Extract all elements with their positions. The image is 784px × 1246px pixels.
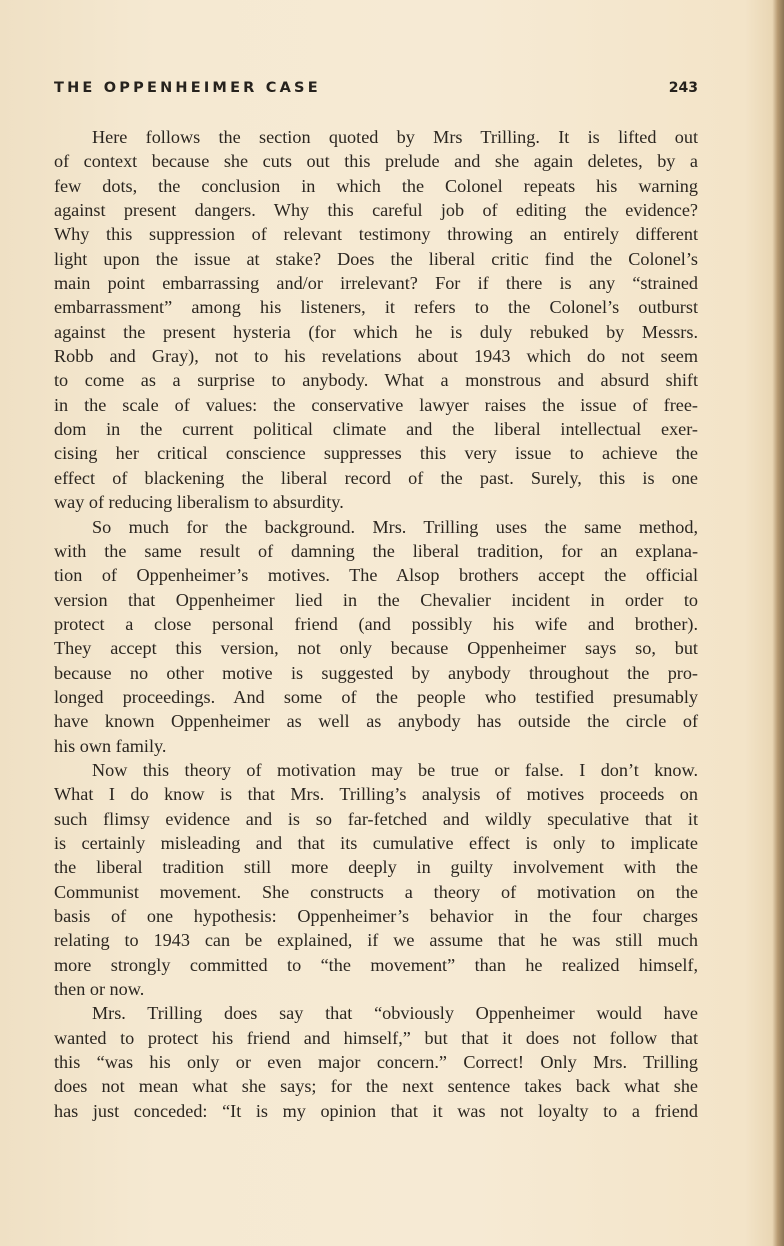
page-number: 243 xyxy=(668,80,698,96)
text-line: because no other motive is suggested by anybody throughout the pro- xyxy=(54,662,698,683)
text-line: his own family. xyxy=(54,735,167,756)
text-line: is certainly misleading and that its cumulative effect is only to implicate xyxy=(54,832,698,853)
text-line: does not mean what she says; for the next sentence takes back what she xyxy=(54,1076,698,1097)
text-line: way of reducing liberalism to absurdity. xyxy=(54,492,344,513)
text-line: have known Oppenheimer as well as anybody has outside the circle of xyxy=(54,711,698,732)
text-line: of context because she cuts out this prelude and she again deletes, by a xyxy=(54,151,698,172)
body-text xyxy=(54,125,698,1123)
text-line: few dots, the conclusion in which the Colonel repeats his warning xyxy=(54,175,698,196)
text-line: to come as a surprise to anybody. What a monstrous and absurd shift xyxy=(54,370,698,391)
text-line: relating to 1943 can be explained, if we assume that he was still much xyxy=(54,930,698,951)
text-line: Mrs. Trilling does say that “obviously Oppenheimer would have xyxy=(92,1003,698,1024)
text-line: Why this suppression of relevant testimony throwing an entirely different xyxy=(54,224,698,245)
text-line: They accept this version, not only because Oppenheimer says so, but xyxy=(54,638,698,659)
text-line: dom in the current political climate and the liberal intellectual exer- xyxy=(54,419,698,440)
text-line: light upon the issue at stake? Does the liberal critic find the Colonel’s xyxy=(54,248,698,269)
paragraph xyxy=(54,125,698,515)
text-line: cising her critical conscience suppresses this very issue to achieve the xyxy=(54,443,698,464)
text-line: then or now. xyxy=(54,979,145,1000)
text-line: So much for the background. Mrs. Trilling uses the same method, xyxy=(92,516,698,537)
running-header xyxy=(54,80,698,102)
text-line: version that Oppenheimer lied in the Chevalier incident in order to xyxy=(54,589,698,610)
text-line: in the scale of values: the conservative lawyer raises the issue of free- xyxy=(54,394,698,415)
text-line: against present dangers. Why this careful job of editing the evidence? xyxy=(54,200,698,221)
text-line: longed proceedings. And some of the people who testified presumably xyxy=(54,686,698,707)
text-line: What I do know is that Mrs. Trilling’s analysis of motives proceeds on xyxy=(54,784,698,805)
text-line: protect a close personal friend (and possibly his wife and brother). xyxy=(54,613,698,634)
text-line: tion of Oppenheimer’s motives. The Alsop brothers accept the official xyxy=(54,565,698,586)
text-line: wanted to protect his friend and himself,” but that it does not follow that xyxy=(54,1027,698,1048)
paragraph xyxy=(54,1001,698,1123)
text-line: with the same result of damning the liberal tradition, for an explana- xyxy=(54,540,698,561)
running-title: THE OPPENHEIMER CASE xyxy=(54,80,321,96)
text-line: Robb and Gray), not to his revelations about 1943 which do not seem xyxy=(54,346,698,367)
text-line: main point embarrassing and/or irrelevant? For if there is any “strained xyxy=(54,273,698,294)
text-line: effect of blackening the liberal record of the past. Surely, this is one xyxy=(54,467,698,488)
text-line: embarrassment” among his listeners, it refers to the Colonel’s outburst xyxy=(54,297,698,318)
text-line: the liberal tradition still more deeply in guilty involvement with the xyxy=(54,857,698,878)
text-line: basis of one hypothesis: Oppenheimer’s behavior in the four charges xyxy=(54,906,698,926)
text-line: more strongly committed to “the movement” than he realized himself, xyxy=(54,954,698,975)
paragraph xyxy=(54,515,698,758)
text-line: this “was his only or even major concern.” Correct! Only Mrs. Trilling xyxy=(54,1052,698,1073)
text-line: Now this theory of motivation may be true or false. I don’t know. xyxy=(92,759,698,780)
paragraph xyxy=(54,758,698,1001)
text-line: has just conceded: “It is my opinion that it was not loyalty to a friend xyxy=(54,1100,698,1121)
text-line: Communist movement. She constructs a theory of motivation on the xyxy=(54,881,698,902)
text-line: against the present hysteria (for which he is duly rebuked by Messrs. xyxy=(54,321,698,342)
text-line: such flimsy evidence and is so far-fetched and wildly speculative that it xyxy=(54,808,698,829)
text-line: Here follows the section quoted by Mrs Trilling. It is lifted out xyxy=(92,127,698,147)
